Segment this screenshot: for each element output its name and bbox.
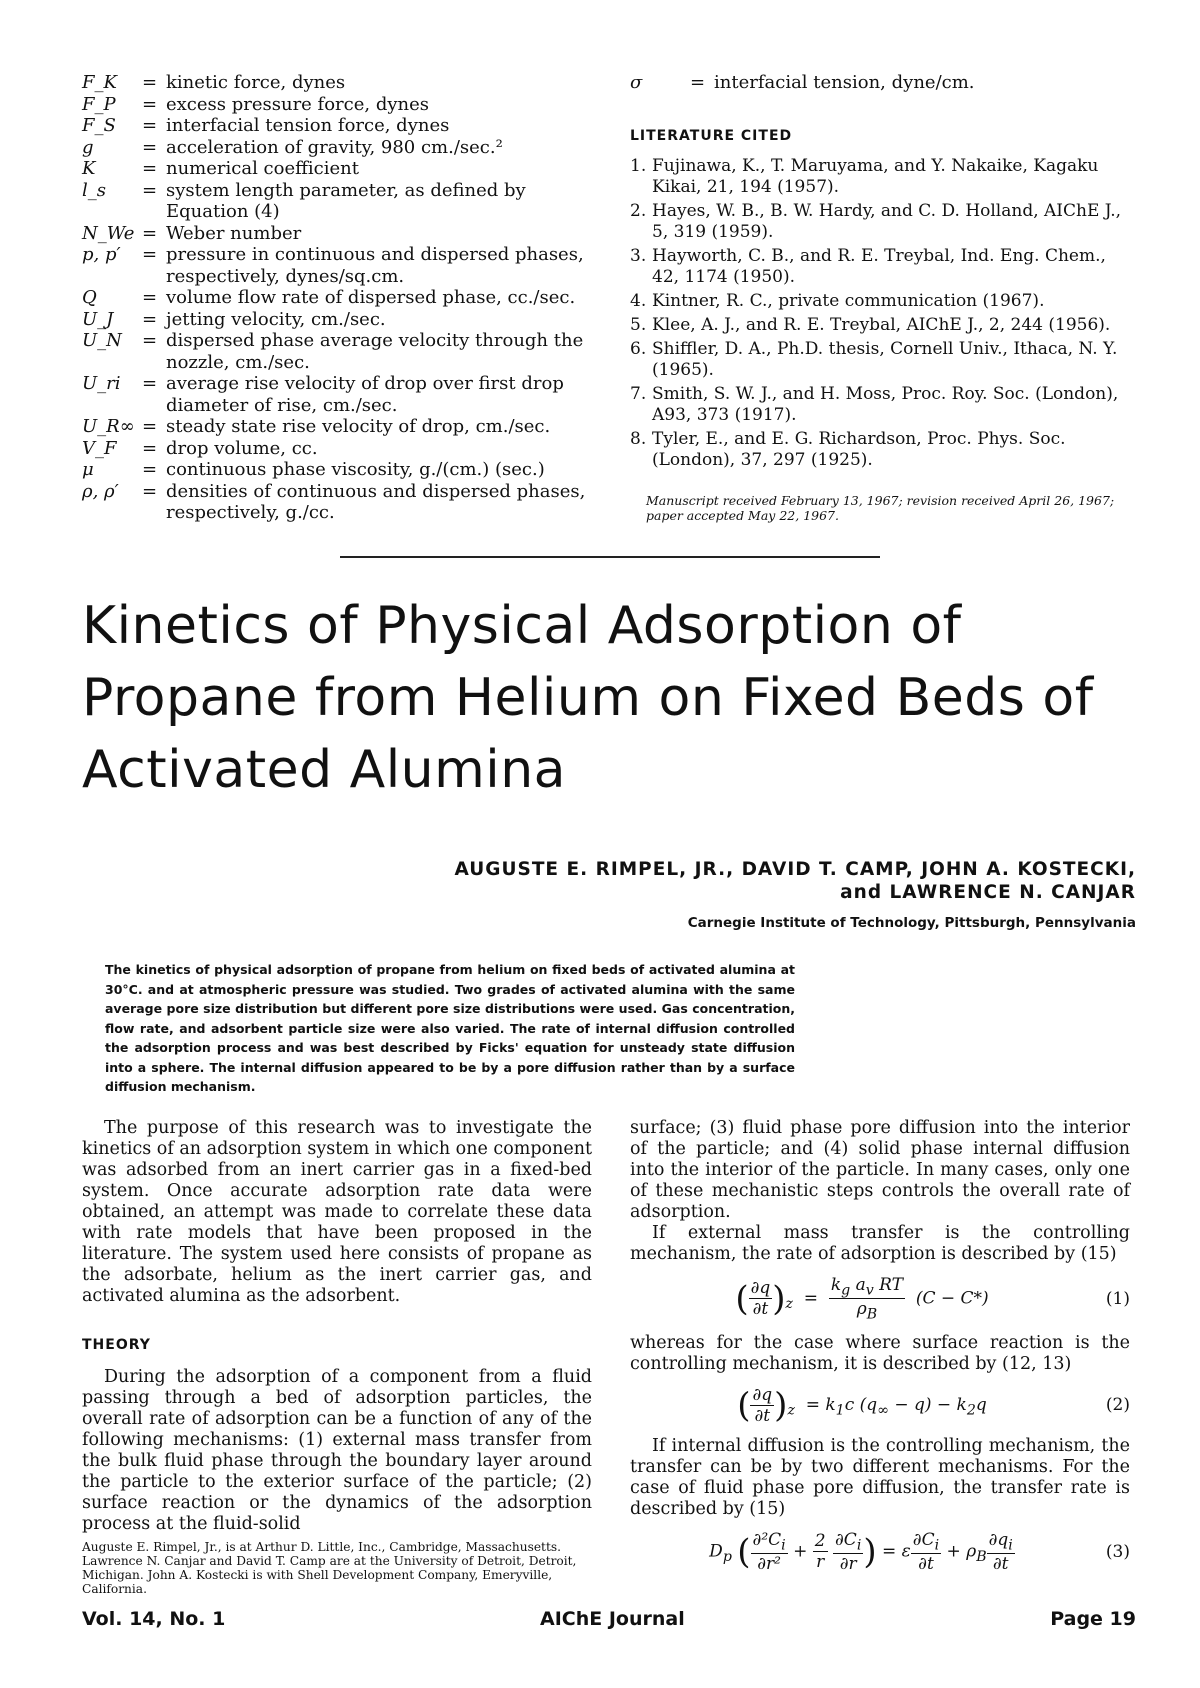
nomenclature-row (82, 137, 592, 159)
nomenclature-definition: densities of continuous and dispersed phases, respectively, g./cc. (166, 480, 586, 523)
nomenclature-equals: = (142, 330, 158, 351)
nomenclature-equals: = (142, 437, 158, 459)
reference-item (630, 246, 1130, 288)
nomenclature-row (82, 330, 592, 373)
nomenclature-equals: = (142, 459, 158, 480)
nomenclature-row (82, 115, 592, 137)
reference-item (630, 384, 1130, 426)
nomenclature-symbol: Q (82, 287, 97, 308)
theory-paragraph: During the adsorption of a component from a fluid passing through a bed of adsorption particles, the overall rate of adsorption can be a function of any of the following mechanisms: (1) external mass transfer from the bulk fluid phase through the boundary layer around the particle to the exterior surface of the particle; (2) surface reaction or the dynamics of the adsorption process at the fluid-solid (82, 1367, 592, 1534)
nomenclature-list (82, 72, 592, 524)
nomenclature-symbol: F_K (82, 72, 117, 93)
nomenclature-equals: = (142, 416, 158, 437)
reference-item (630, 315, 1130, 336)
right-paragraph-3: whereas for the case where surface reaction is the controlling mechanism, it is described by (12, 13) (630, 1332, 1130, 1374)
nomenclature-symbol: l_s (82, 179, 106, 201)
nomenclature-definition: dispersed phase average velocity through the nozzle, cm./sec. (166, 330, 584, 373)
equation-3-number: (3) (1105, 1541, 1130, 1562)
footer-page: Page 19 (1050, 1608, 1136, 1630)
nomenclature-equals: = (142, 93, 158, 115)
right-top-column (630, 72, 1130, 523)
nomenclature-equals: = (142, 72, 158, 93)
affiliation: Carnegie Institute of Technology, Pittsburgh, Pennsylvania (687, 915, 1136, 931)
reference-list (630, 156, 1130, 471)
nomenclature-symbol: U_ri (82, 373, 121, 394)
literature-cited-heading: LITERATURE CITED (630, 127, 793, 144)
reference-number: 5. (630, 314, 647, 335)
nomenclature-definition: excess pressure force, dynes (166, 93, 430, 115)
nomenclature-row (82, 244, 592, 287)
nomenclature-row (82, 481, 592, 524)
reference-number: 1. (630, 155, 647, 176)
reference-number: 4. (630, 290, 647, 311)
nomenclature-equals: = (142, 115, 158, 136)
nomenclature-definition: acceleration of gravity, 980 cm./sec.² (166, 136, 503, 158)
nomenclature-sigma (630, 72, 1130, 94)
nomenclature-definition: jetting velocity, cm./sec. (166, 308, 386, 330)
article-title: Kinetics of Physical Adsorption of Propane from Helium on Fixed Beds of Activated Alumina (82, 596, 1094, 800)
nomenclature-symbol: U_J (82, 308, 114, 330)
reference-item (630, 291, 1130, 312)
nomenclature-definition: drop volume, cc. (166, 437, 318, 459)
reference-item (630, 339, 1130, 381)
nomenclature-row (82, 223, 592, 245)
reference-number: 7. (630, 383, 647, 404)
nomenclature-equals: = (142, 158, 158, 179)
nomenclature-definition: interfacial tension force, dynes (166, 115, 450, 136)
section-divider (340, 556, 880, 558)
nomenclature-row (82, 72, 592, 94)
abstract: The kinetics of physical adsorption of propane from helium on fixed beds of activated alumina at 30°C. and at atmospheric pressure was studied. Two grades of activated alumina with the same average pore size distribution but different pore size distributions were used. Gas concentration, flow rate, and adsorbent particle size were also varied. The rate of internal diffusion controlled the adsorption process and was best described by Ficks' equation for unsteady state diffusion into a sphere. The internal diffusion appeared to be by a pore diffusion rather than by a surface diffusion mechanism. (105, 962, 795, 1094)
reference-text: Kintner, R. C., private communication (1967). (652, 290, 1045, 311)
footer-volume: Vol. 14, No. 1 (82, 1608, 226, 1630)
footer-journal: AIChE Journal (540, 1608, 685, 1630)
nomenclature-row (82, 180, 592, 223)
reference-text: Klee, A. J., and R. E. Treybal, AIChE J., 2, 244 (1956). (652, 314, 1111, 335)
nomenclature-symbol: p, p′ (82, 244, 121, 265)
nomenclature-definition: numerical coefficient (166, 158, 359, 179)
nomenclature-row (82, 94, 592, 116)
reference-number: 2. (630, 200, 647, 221)
nomenclature-row (82, 416, 592, 438)
nomenclature-symbol: V_F (82, 437, 117, 459)
nomenclature-definition: system length parameter, as defined by Equation (4) (166, 179, 526, 222)
nomenclature-symbol: U_N (82, 330, 122, 351)
nomenclature-row (82, 438, 592, 460)
equation-2-number: (2) (1105, 1395, 1130, 1416)
nomenclature-definition: continuous phase viscosity, g./(cm.) (sec.) (166, 459, 545, 480)
author-footnote: Auguste E. Rimpel, Jr., is at Arthur D. Little, Inc., Cambridge, Massachusetts. Lawrence N. Canjar and David T. Camp are at the University of Detroit, Detroit, Michigan. John A. Kostecki is with Shell Development Company, Emeryville, California. (82, 1540, 577, 1596)
equation-2: ( $\frac{\partial q}{\partial t}$ )$_z = k_1c$ $(q_\infty - q) - k_2q$ (2) (737, 1384, 1130, 1426)
nomenclature-symbol: K (82, 158, 96, 179)
nomenclature-equals: = (142, 308, 158, 330)
nomenclature-equals: = (142, 179, 158, 201)
nomenclature-equals: = (142, 244, 158, 265)
nomenclature-symbol: N_We (82, 222, 135, 244)
nomenclature-symbol: σ (630, 72, 643, 93)
nomenclature-equals: = (142, 222, 158, 244)
right-paragraph-1: surface; (3) fluid phase pore diffusion into the interior of the particle; and (4) solid phase internal diffusion into the interior of the particle. In many cases, only one of these mechanistic steps controls the overall rate of adsorption. (630, 1118, 1130, 1222)
nomenclature-equals: = (142, 287, 158, 308)
equation-1-number: (1) (1105, 1288, 1130, 1309)
reference-item (630, 156, 1130, 198)
reference-number: 3. (630, 245, 647, 266)
nomenclature-row (82, 158, 592, 180)
reference-number: 8. (630, 428, 647, 449)
reference-number: 6. (630, 338, 647, 359)
nomenclature-row (82, 373, 592, 416)
nomenclature-definition: interfacial tension, dyne/cm. (714, 72, 975, 93)
nomenclature-symbol: F_S (82, 115, 116, 136)
nomenclature-equals: = (142, 136, 158, 158)
nomenclature-row (82, 459, 592, 481)
nomenclature-definition: steady state rise velocity of drop, cm./sec. (166, 416, 551, 437)
authors-line-2: and LAWRENCE N. CANJAR (840, 882, 1136, 903)
reference-item (630, 201, 1130, 243)
nomenclature-definition: volume flow rate of dispersed phase, cc./sec. (166, 287, 576, 308)
theory-heading: THEORY (82, 1337, 151, 1353)
nomenclature-symbol: ρ, ρ′ (82, 480, 119, 502)
equation-1: ( $\frac{\partial q}{\partial t}$ )$_z$ = $\frac{k_g a_v RT}{\rho_B}$ (C − C*) (1) (735, 1275, 1130, 1323)
nomenclature-symbol: F_P (82, 93, 116, 115)
reference-text: Hayes, W. B., B. W. Hardy, and C. D. Holland, AIChE J., 5, 319 (1959). (652, 200, 1122, 242)
reference-text: Tyler, E., and E. G. Richardson, Proc. Phys. Soc. (London), 37, 297 (1925). (652, 428, 1066, 470)
equation-3: $D_p$ ( $\frac{\partial^2C_i}{\text{∂r²}}$ + $\frac{2}{r}$ $\frac{\partial C_i}{\partial r}$ ) = ε $\frac{\partial C_i}{\partial t}$ + $\rho_B$ $\frac{\partial q_i}{\partial t}$ (3) (709, 1529, 1130, 1575)
nomenclature-symbol: g (82, 136, 94, 158)
authors-line-1: AUGUSTE E. RIMPEL, JR., DAVID T. CAMP, JOHN A. KOSTECKI, (454, 859, 1136, 880)
author-list (455, 858, 1136, 904)
reference-text: Smith, S. W. J., and H. Moss, Proc. Roy. Soc. (London), A93, 373 (1917). (652, 383, 1119, 425)
nomenclature-equals: = (142, 480, 158, 502)
nomenclature-definition: average rise velocity of drop over first drop diameter of rise, cm./sec. (166, 373, 564, 416)
nomenclature-equals: = (142, 373, 158, 394)
nomenclature-symbol: μ (82, 459, 94, 480)
nomenclature-definition: Weber number (166, 222, 302, 244)
reference-item (630, 429, 1130, 471)
right-body-column (630, 1118, 1130, 1584)
nomenclature-symbol: U_R∞ (82, 416, 135, 437)
nomenclature-row (82, 287, 592, 309)
nomenclature-row (82, 309, 592, 331)
manuscript-note: Manuscript received February 13, 1967; revision received April 26, 1967; paper accepted May 22, 1967. (646, 492, 1115, 523)
right-paragraph-2: If external mass transfer is the controlling mechanism, the rate of adsorption is described by (15) (630, 1223, 1130, 1264)
nomenclature-equals: = (690, 72, 706, 93)
nomenclature-definition: kinetic force, dynes (166, 72, 346, 93)
right-paragraph-4: If internal diffusion is the controlling mechanism, the transfer can be by two different mechanisms. For the case of fluid phase pore diffusion, the transfer rate is described by (15) (630, 1435, 1130, 1519)
nomenclature-definition: pressure in continuous and dispersed phases, respectively, dynes/sq.cm. (166, 244, 584, 287)
reference-text: Hayworth, C. B., and R. E. Treybal, Ind. Eng. Chem., 42, 1174 (1950). (652, 245, 1106, 287)
left-body-column (82, 1118, 592, 1535)
reference-text: Shiffler, D. A., Ph.D. thesis, Cornell Univ., Ithaca, N. Y. (1965). (652, 338, 1118, 380)
reference-text: Fujinawa, K., T. Maruyama, and Y. Nakaike, Kagaku Kikai, 21, 194 (1957). (652, 155, 1099, 197)
intro-paragraph: The purpose of this research was to investigate the kinetics of an adsorption system in which one component was adsorbed from an inert carrier gas in a fixed-bed system. Once accurate adsorption rate data were obtained, an attempt was made to correlate these data with rate models that have been proposed in the literature. The system used here consists of propane as the adsorbate, helium as the inert carrier gas, and activated alumina as the adsorbent. (82, 1118, 592, 1306)
